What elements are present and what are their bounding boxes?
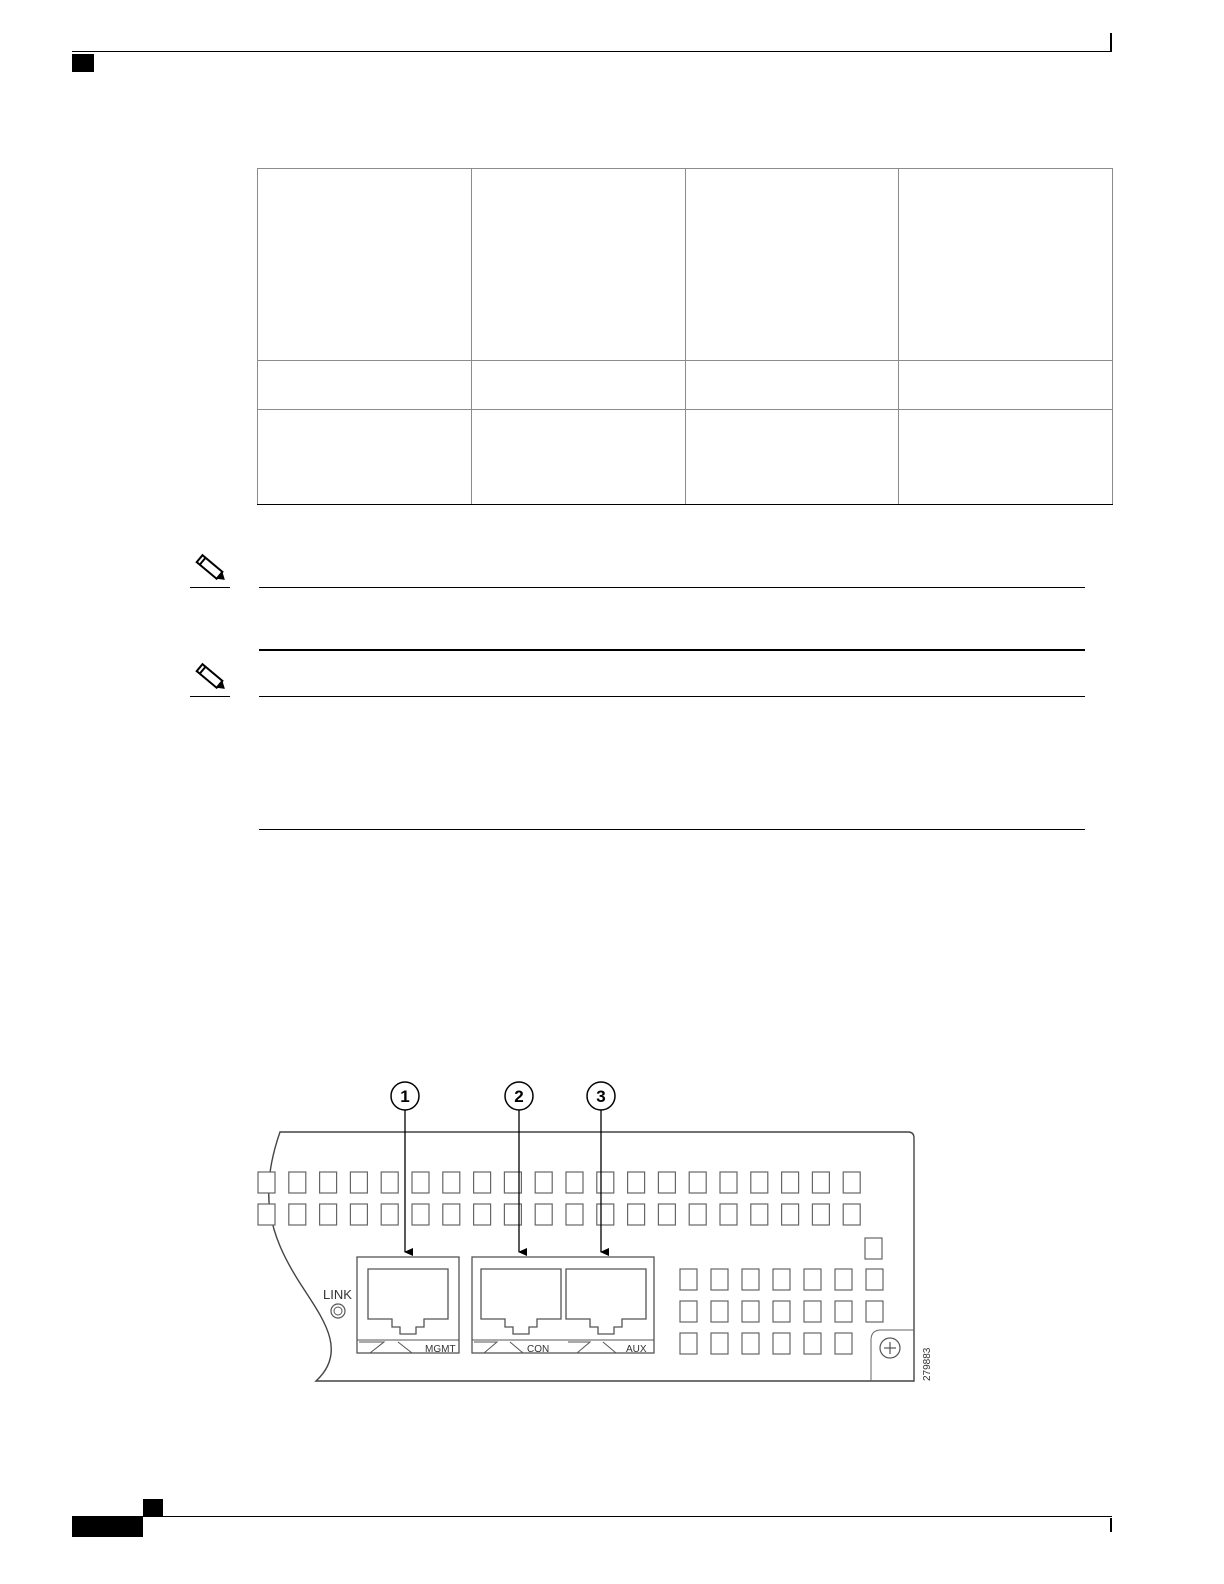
vent-slot: [412, 1204, 429, 1225]
vent-slot: [381, 1204, 398, 1225]
con-aux-port-block: [472, 1257, 654, 1355]
header-rule: [72, 51, 1112, 52]
vent-slot: [535, 1204, 552, 1225]
vent-slot: [711, 1301, 728, 1322]
vent-slot: [804, 1301, 821, 1322]
note-bottom-rule: [259, 649, 1085, 651]
note-bottom-rule: [259, 829, 1085, 830]
vent-slot: [865, 1238, 882, 1259]
pencil-note-icon: [190, 550, 230, 586]
vent-slot: [782, 1204, 799, 1225]
vent-slot: [443, 1172, 460, 1193]
table-row: [258, 409, 1113, 504]
vent-slot: [711, 1333, 728, 1354]
table-cell: [899, 169, 1113, 361]
vent-slot: [597, 1204, 614, 1225]
vent-slot: [289, 1172, 306, 1193]
table-cell: [685, 409, 899, 504]
vent-slot: [812, 1204, 829, 1225]
spec-table: [257, 168, 1113, 505]
header-marker: [72, 54, 94, 72]
svg-text:2: 2: [514, 1087, 524, 1106]
vent-slot: [804, 1333, 821, 1354]
table-row: [258, 360, 1113, 409]
vent-slot: [350, 1204, 367, 1225]
port-panel-figure: [250, 1075, 950, 1395]
note-icon-rule: [190, 587, 230, 588]
vent-slot: [628, 1204, 645, 1225]
vent-slot: [711, 1269, 728, 1290]
link-led-label: LINK: [323, 1287, 352, 1302]
port-label-aux: AUX: [626, 1344, 647, 1355]
vent-slot: [742, 1269, 759, 1290]
vent-slot: [742, 1301, 759, 1322]
vent-slot: [658, 1204, 675, 1225]
footer-page-marker: [143, 1499, 163, 1517]
port-label-con: CON: [527, 1344, 550, 1355]
vent-slot: [843, 1172, 860, 1193]
vent-slot: [680, 1301, 697, 1322]
table-cell: [258, 169, 472, 361]
vent-slot: [381, 1172, 398, 1193]
vent-slot: [689, 1172, 706, 1193]
vent-slot: [628, 1172, 645, 1193]
vent-slot: [258, 1172, 275, 1193]
vent-slot: [866, 1269, 883, 1290]
vent-slot: [597, 1172, 614, 1193]
mgmt-port: [357, 1257, 459, 1355]
vent-slot: [751, 1172, 768, 1193]
vent-slot: [773, 1301, 790, 1322]
figure-id: 279883: [922, 1347, 933, 1381]
vent-slot: [680, 1333, 697, 1354]
vent-slot: [804, 1269, 821, 1290]
vent-slot: [412, 1172, 429, 1193]
vent-slot: [843, 1204, 860, 1225]
vent-slot: [751, 1204, 768, 1225]
vent-slot: [835, 1269, 852, 1290]
vent-slot: [474, 1172, 491, 1193]
vent-slot: [443, 1204, 460, 1225]
vent-slot: [773, 1333, 790, 1354]
table-cell: [471, 409, 685, 504]
footer-page-tab: [72, 1517, 143, 1537]
vent-slot: [689, 1204, 706, 1225]
vent-slot: [835, 1333, 852, 1354]
vent-slot: [658, 1172, 675, 1193]
pencil-note-icon: [190, 659, 230, 695]
vent-slot: [289, 1204, 306, 1225]
note-top-rule: [259, 696, 1085, 697]
table-cell: [899, 360, 1113, 409]
vent-slot: [773, 1269, 790, 1290]
svg-text:1: 1: [400, 1087, 410, 1106]
svg-text:3: 3: [596, 1087, 606, 1106]
vent-slot: [742, 1333, 759, 1354]
table-cell: [471, 360, 685, 409]
vent-slot: [812, 1172, 829, 1193]
vent-slot: [474, 1204, 491, 1225]
vent-slot: [566, 1172, 583, 1193]
table-row: [258, 169, 1113, 361]
table-cell: [258, 360, 472, 409]
vent-slot: [835, 1301, 852, 1322]
port-label-mgmt: MGMT: [425, 1344, 456, 1355]
table-cell: [471, 169, 685, 361]
screw-icon: [880, 1338, 900, 1358]
vent-slot: [258, 1204, 275, 1225]
vent-slot: [320, 1172, 337, 1193]
note-top-rule: [259, 587, 1085, 588]
vent-slot: [720, 1172, 737, 1193]
vent-slot: [535, 1172, 552, 1193]
table-cell: [258, 409, 472, 504]
footer-tick: [1110, 1518, 1112, 1532]
vent-slot: [350, 1172, 367, 1193]
note-icon-rule: [190, 696, 230, 697]
vent-slot: [866, 1301, 883, 1322]
table-cell: [899, 409, 1113, 504]
footer-rule: [72, 1516, 1112, 1517]
header-tick: [1110, 33, 1112, 51]
vent-slot: [720, 1204, 737, 1225]
vent-slot: [782, 1172, 799, 1193]
vent-slot: [680, 1269, 697, 1290]
table-cell: [685, 360, 899, 409]
vent-slot: [566, 1204, 583, 1225]
vent-slot: [320, 1204, 337, 1225]
table-cell: [685, 169, 899, 361]
